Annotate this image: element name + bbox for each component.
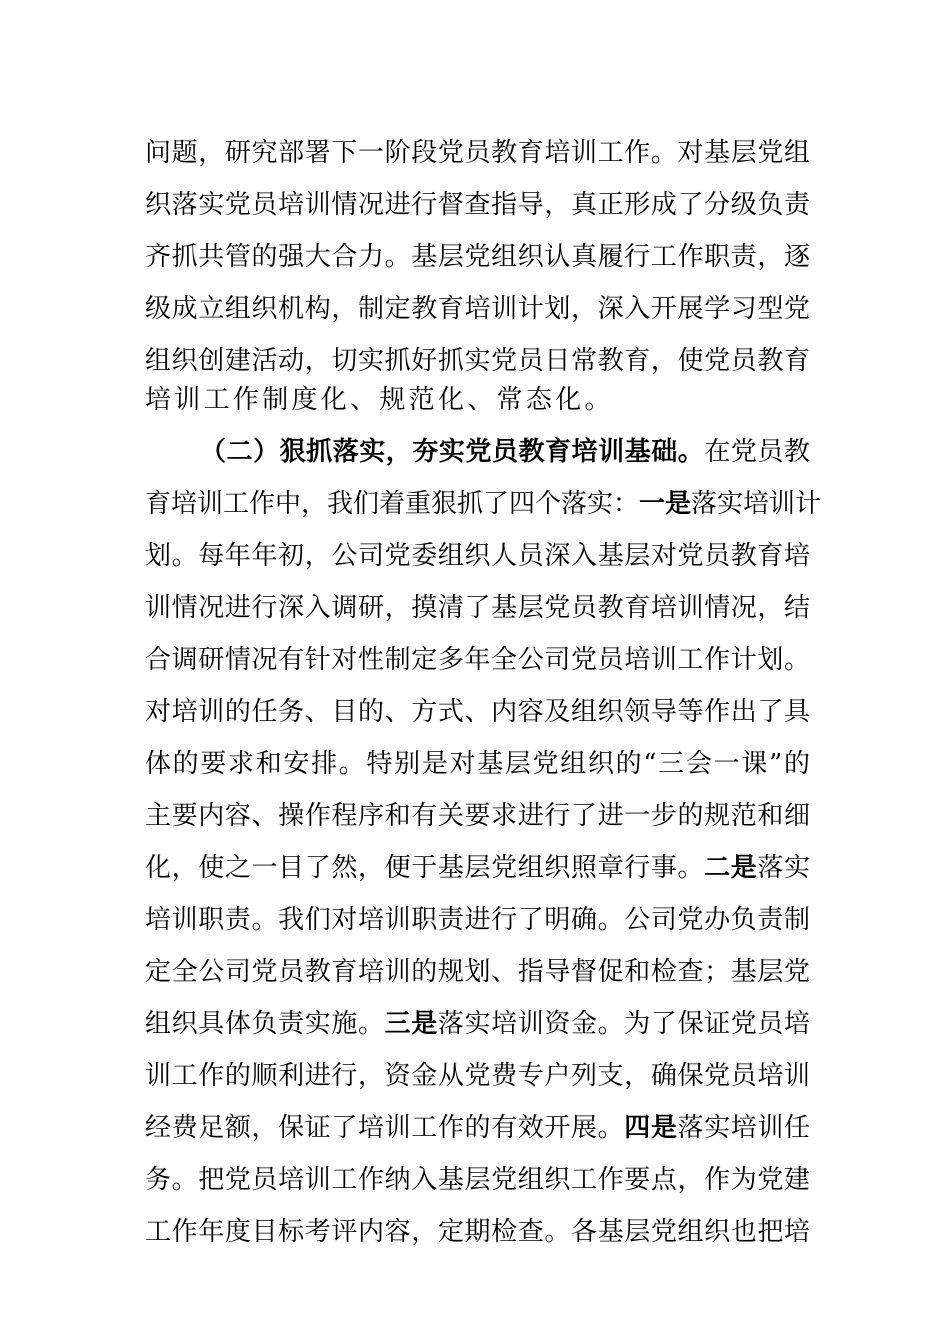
text-line: 体的要求和安排。特别是对基层党组织的“三会一课”的 <box>145 749 810 779</box>
text-line: 训工作的顺利进行，资金从党费专户列支，确保党员培训 <box>145 1061 810 1091</box>
list-marker: 四是 <box>624 1113 678 1143</box>
text-run: 育培训工作中，我们着重狠抓了四个落实： <box>145 489 640 519</box>
text-line: 培训职责。我们对培训职责进行了明确。公司党办负责制 <box>145 905 810 935</box>
text-line: 务。把党员培训工作纳入基层党组织工作要点，作为党建 <box>145 1165 810 1195</box>
text-line <box>145 848 810 888</box>
text-line: 定全公司党员教育培训的规划、指导督促和检查；基层党 <box>145 957 810 987</box>
text-line: 织落实党员培训情况进行督查指导，真正形成了分级负责 <box>145 190 810 220</box>
text-run: 落实培训任 <box>677 1113 810 1143</box>
text-line: 训情况进行深入调研，摸清了基层党员教育培训情况，结 <box>145 593 810 623</box>
text-run: 落实 <box>757 853 810 883</box>
list-marker: 一是 <box>639 489 692 519</box>
text-run: 落实培训计 <box>691 489 822 519</box>
list-marker: 三是 <box>384 1009 438 1039</box>
section-heading: （二）狠抓落实，夯实党员教育培训基础。 <box>200 437 705 467</box>
text-line: 齐抓共管的强大合力。基层党组织认真履行工作职责，逐 <box>145 242 810 272</box>
text-line: 对培训的任务、目的、方式、内容及组织领导等作出了具 <box>145 697 810 727</box>
text-run: 化，使之一目了然，便于基层党组织照章行事。 <box>145 853 705 883</box>
text-run: 经费足额，保证了培训工作的有效开展。 <box>145 1113 625 1143</box>
text-run: 组织具体负责实施。 <box>145 1009 385 1039</box>
text-line <box>145 484 822 524</box>
list-marker: 二是 <box>704 853 758 883</box>
text-line: 划。每年年初，公司党委组织人员深入基层对党员教育培 <box>145 541 810 571</box>
text-line: 组织创建活动，切实抓好抓实党员日常教育，使党员教育 <box>145 346 810 376</box>
text-line <box>145 1108 810 1148</box>
text-run: 在党员教 <box>704 437 810 467</box>
text-run: 落实培训资金。为了保证党员培 <box>437 1009 810 1039</box>
text-line: 主要内容、操作程序和有关要求进行了进一步的规范和细 <box>145 801 810 831</box>
text-line: 问题，研究部署下一阶段党员教育培训工作。对基层党组 <box>145 138 810 168</box>
text-line: 培训工作制度化、规范化、常态化。 <box>145 385 614 415</box>
text-line <box>145 1004 810 1044</box>
text-line: 工作年度目标考评内容，定期检查。各基层党组织也把培 <box>145 1217 810 1247</box>
text-line: 合调研情况有针对性制定多年全公司党员培训工作计划。 <box>145 645 810 675</box>
section-heading-line <box>200 432 810 472</box>
text-line: 级成立组织机构，制定教育培训计划，深入开展学习型党 <box>145 294 810 324</box>
